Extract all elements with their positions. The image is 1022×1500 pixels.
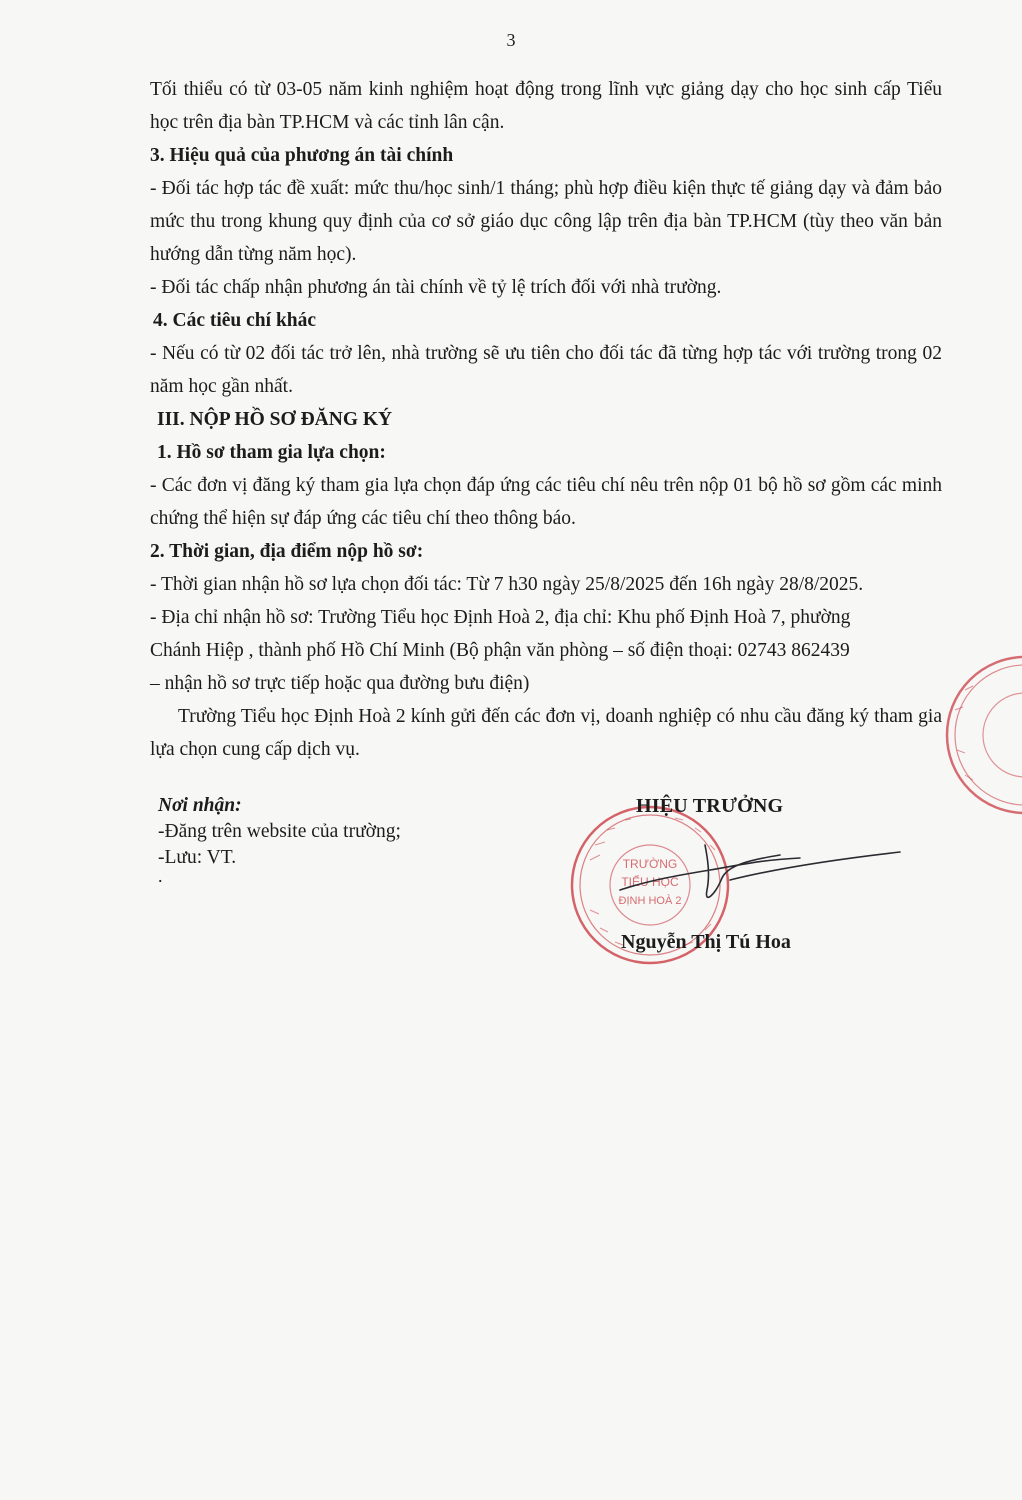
stamp-text-2: TIỂU HỌC bbox=[621, 875, 679, 889]
recipients-block bbox=[158, 793, 401, 871]
paragraph-address-line1: - Địa chỉ nhận hồ sơ: Trường Tiểu học Định Hoà 2, địa chỉ: Khu phố Định Hoà 7, phường bbox=[150, 607, 851, 628]
heading-financial-efficiency: 3. Hiệu quả của phương án tài chính bbox=[150, 145, 454, 166]
heading-section-iii: III. NỘP HỒ SƠ ĐĂNG KÝ bbox=[157, 409, 393, 430]
paragraph-experience: Tối thiểu có từ 03-05 năm kinh nghiệm hoạt động trong lĩnh vực giảng dạy cho học sinh cấp Tiểu học trên địa bàn TP.HCM và các tỉnh lân cận. bbox=[150, 79, 942, 133]
paragraph-address-line2: Chánh Hiệp , thành phố Hồ Chí Minh (Bộ phận văn phòng – số điện thoại: 02743 862439 bbox=[150, 640, 850, 661]
edge-stamp bbox=[935, 650, 1022, 820]
document-body bbox=[150, 73, 942, 766]
signature-title: HIỆU TRƯỞNG bbox=[636, 795, 784, 817]
handwritten-signature bbox=[610, 820, 910, 910]
signatory-name: Nguyễn Thị Tú Hoa bbox=[621, 931, 791, 953]
paragraph-closing: Trường Tiểu học Định Hoà 2 kính gửi đến các đơn vị, doanh nghiệp có nhu cầu đăng ký tham gia lựa chọn cung cấp dịch vụ. bbox=[150, 706, 942, 760]
stray-dot: . bbox=[158, 866, 163, 886]
heading-application-docs: 1. Hồ sơ tham gia lựa chọn: bbox=[157, 442, 386, 463]
stamp-text-1: TRƯỜNG bbox=[622, 857, 678, 871]
stamp-text-3: ĐỊNH HOÀ 2 bbox=[618, 895, 682, 907]
page-number: 3 bbox=[506, 30, 516, 50]
paragraph-partner-proposal: - Đối tác hợp tác đề xuất: mức thu/học sinh/1 tháng; phù hợp điều kiện thực tế giảng dạy và đảm bảo mức thu trong khung quy định của cơ sở giáo dục công lập trên địa bàn TP.HCM (tùy theo văn bản hướng dẫn từng năm học). bbox=[150, 178, 942, 265]
paragraph-submission-time: - Thời gian nhận hồ sơ lựa chọn đối tác: Từ 7 h30 ngày 25/8/2025 đến 16h ngày 28/8/2025. bbox=[150, 574, 864, 595]
recipient-archive: -Lưu: VT. bbox=[158, 847, 237, 868]
heading-other-criteria: 4. Các tiêu chí khác bbox=[153, 310, 317, 331]
paragraph-address-line3: – nhận hồ sơ trực tiếp hoặc qua đường bưu điện) bbox=[150, 673, 530, 694]
paragraph-application-docs: - Các đơn vị đăng ký tham gia lựa chọn đáp ứng các tiêu chí nêu trên nộp 01 bộ hồ sơ gồm các minh chứng thể hiện sự đáp ứng các tiêu chí theo thông báo. bbox=[150, 475, 942, 529]
heading-time-place: 2. Thời gian, địa điểm nộp hồ sơ: bbox=[150, 541, 424, 562]
paragraph-financial-acceptance: - Đối tác chấp nhận phương án tài chính về tỷ lệ trích đối với nhà trường. bbox=[150, 277, 722, 298]
paragraph-priority: - Nếu có từ 02 đối tác trở lên, nhà trường sẽ ưu tiên cho đối tác đã từng hợp tác với trường trong 02 năm học gần nhất. bbox=[150, 343, 942, 397]
recipients-title: Nơi nhận: bbox=[158, 795, 242, 816]
recipient-website: -Đăng trên website của trường; bbox=[158, 821, 401, 842]
